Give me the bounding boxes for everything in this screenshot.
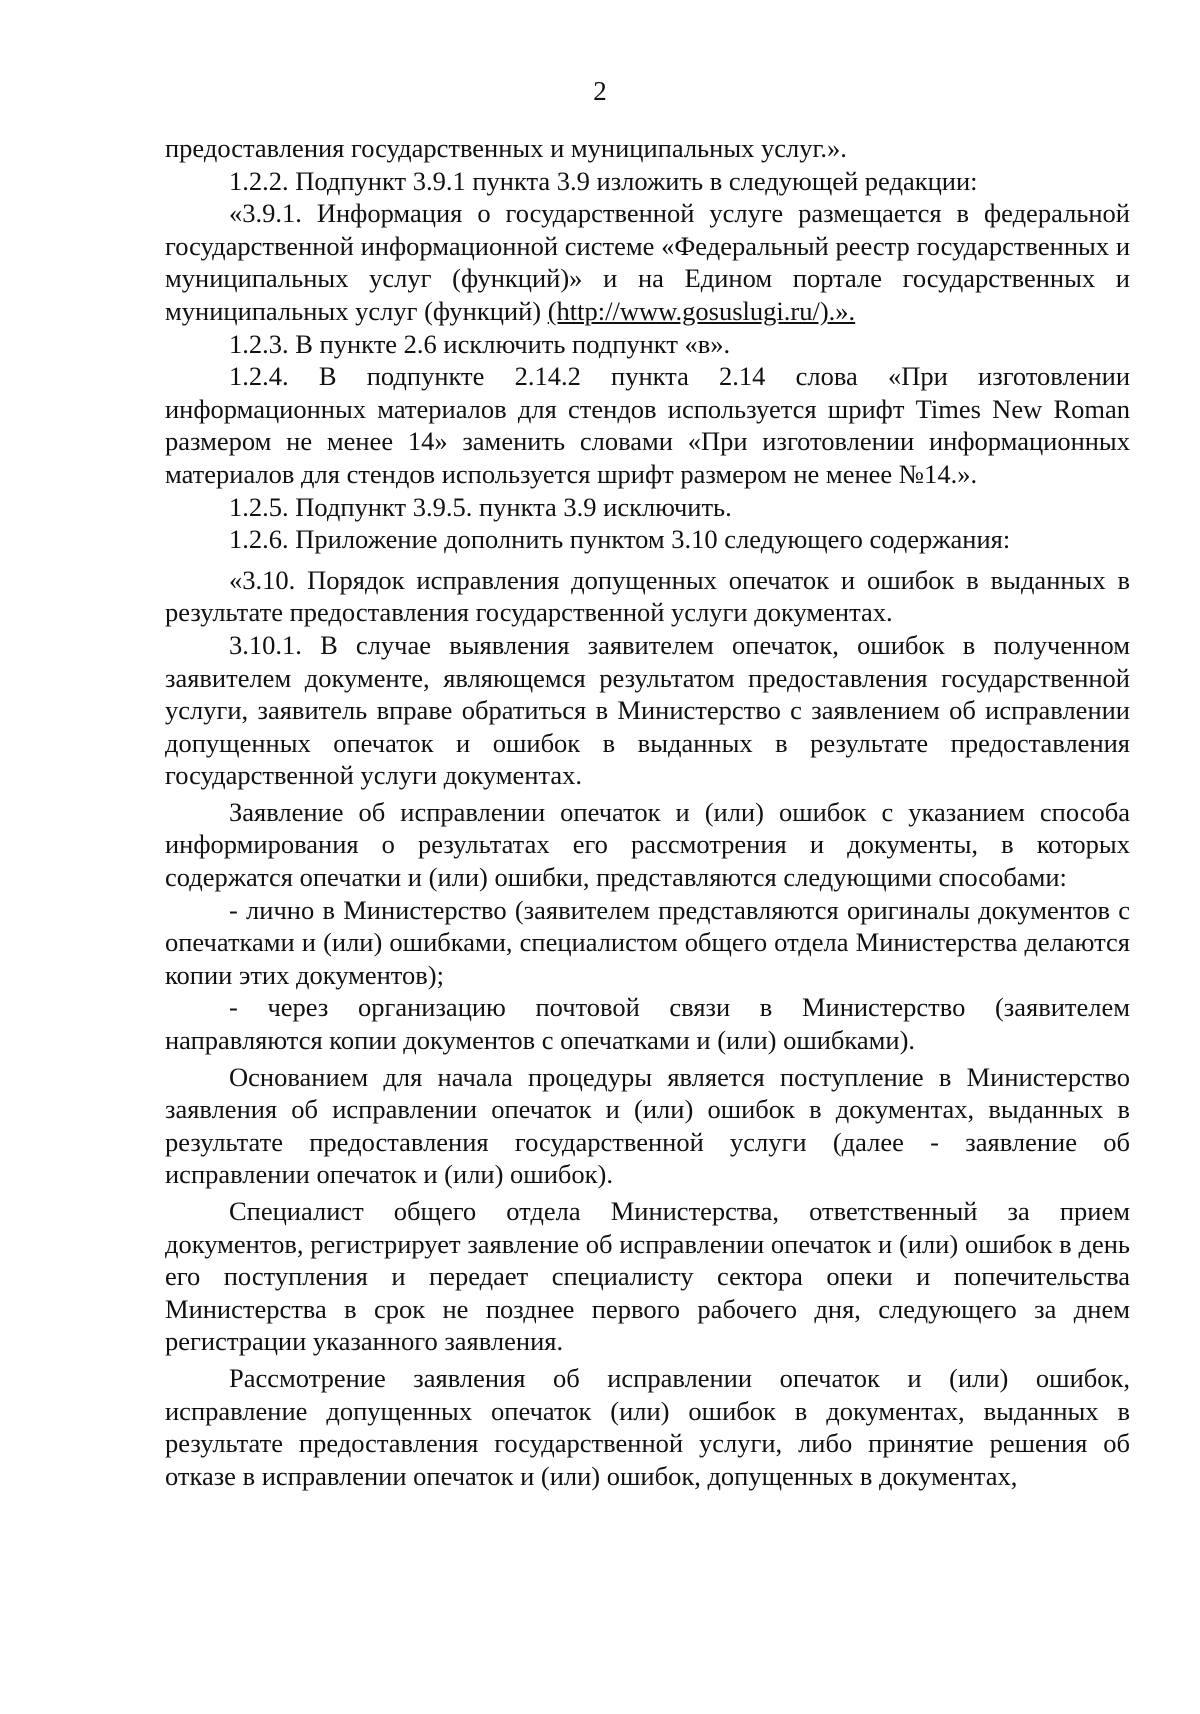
paragraph-procedure-basis: Основанием для начала процедуры является поступление в Министерство заявления об исправлении опечаток и (или) ошибок в документах, выданных в результате предоставления государственной услуги (далее - заявление об исправлении опечаток и (или) ошибок). xyxy=(165,1061,1130,1190)
paragraph-3-10-heading: «3.10. Порядок исправления допущенных опечаток и ошибок в выданных в результате предоставления государственной услуги документах. xyxy=(165,564,1130,628)
paragraph-registration: Специалист общего отдела Министерства, ответственный за прием документов, регистрирует заявление об исправлении опечаток и (или) ошибок в день его поступления и передает специалисту сектора опеки и попечительства Министерства в срок не позднее первого рабочего дня, следующего за днем регистрации указанного заявления. xyxy=(165,1196,1130,1357)
list-item-in-person: - лично в Министерство (заявителем представляются оригиналы документов с опечатками и (или) ошибками, специалистом общего отдела Министерства делаются копии этих документов); xyxy=(165,894,1130,990)
document-body xyxy=(165,132,1130,1492)
list-item-by-post: - через организацию почтовой связи в Министерство (заявителем направляются копии документов с опечатками и (или) ошибками). xyxy=(165,992,1130,1056)
paragraph-1-2-5: 1.2.5. Подпункт 3.9.5. пункта 3.9 исключить. xyxy=(229,491,732,522)
paragraph-1-2-4: 1.2.4. В подпункте 2.14.2 пункта 2.14 слова «При изготовлении информационных материалов для стендов используется шрифт Times New Roman размером не менее 14» заменить словами «При изготовлении информационных материалов для стендов используется шрифт размером не менее №14.». xyxy=(165,361,1130,489)
paragraph-application-methods: Заявление об исправлении опечаток и (или) ошибок с указанием способа информирования о результатах его рассмотрения и документы, в которых содержатся опечатки и (или) ошибки, представляются следующими способами: xyxy=(165,796,1130,893)
paragraph-consideration: Рассмотрение заявления об исправлении опечаток и (или) ошибок, исправление допущенных опечаток (или) ошибок в документах, выданных в результате предоставления государственной услуги, либо принятие решения об отказе в исправлении опечаток и (или) ошибок, допущенных в документах, xyxy=(165,1362,1130,1491)
paragraph-1-2-2: 1.2.2. Подпункт 3.9.1 пункта 3.9 изложить в следующей редакции: xyxy=(229,165,978,196)
paragraph-continuation: предоставления государственных и муниципальных услуг.». xyxy=(165,133,847,163)
paragraph-1-2-3: 1.2.3. В пункте 2.6 исключить подпункт «в». xyxy=(229,328,731,359)
paragraph-3-9-1 xyxy=(165,197,1130,327)
paragraph-1-2-6: 1.2.6. Приложение дополнить пунктом 3.10 следующего содержания: xyxy=(229,524,1011,555)
gosuslugi-link[interactable]: (http://www.gosuslugi.ru/).». xyxy=(547,295,856,326)
paragraph-3-9-1-text: «3.9.1. Информация о государственной услуге размещается в федеральной государственной информационной системе «Федеральный реестр государственных и муниципальных услуг (функций)» и на Едином портале государственных и муниципальных услуг (функций) xyxy=(165,198,1130,326)
paragraph-3-10-1: 3.10.1. В случае выявления заявителем опечаток, ошибок в полученном заявителем документе, являющемся результатом предоставления государственной услуги, заявитель вправе обратиться в Министерство с заявлением об исправлении допущенных опечаток и ошибок в выданных в результате предоставления государственной услуги документах. xyxy=(165,629,1130,791)
page-number: 2 xyxy=(593,76,607,106)
